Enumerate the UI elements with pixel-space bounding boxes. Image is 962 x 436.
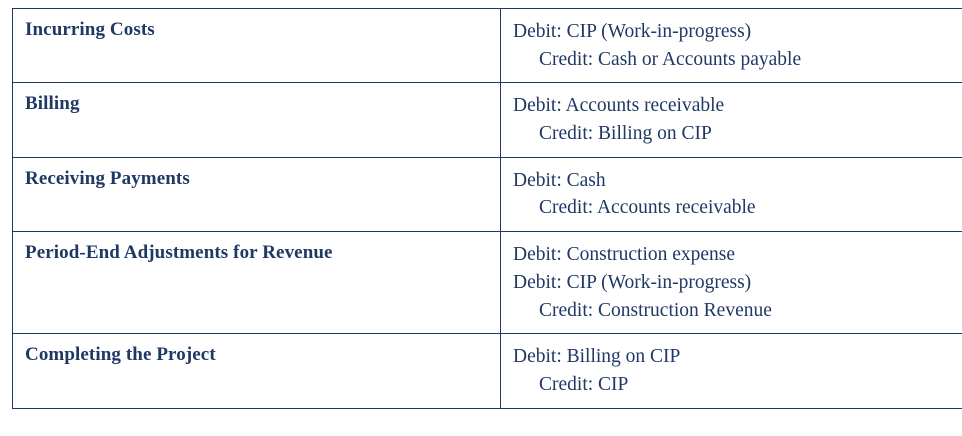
table-row (13, 83, 962, 157)
entry-line-debit: Debit: Cash (513, 169, 606, 191)
journal-entry-cell (501, 157, 962, 231)
table-row (13, 157, 962, 231)
entry-line-debit: Debit: Billing on CIP (513, 346, 681, 368)
entry-line-debit: Debit: CIP (Work-in-progress) (513, 21, 752, 42)
journal-entry-cell (501, 83, 962, 157)
table-row (13, 334, 962, 408)
entry-line-debit: Debit: Accounts receivable (513, 95, 725, 117)
event-cell: Completing the Project (13, 334, 501, 408)
journal-entries-table (12, 8, 962, 409)
entry-line-debit: Debit: Construction expense (513, 244, 736, 266)
entry-line-credit: Credit: Cash or Accounts payable (539, 48, 802, 70)
event-cell: Incurring Costs (13, 9, 501, 83)
entry-line-credit: Credit: Construction Revenue (539, 299, 772, 321)
table-row (13, 232, 962, 334)
journal-entry-cell (501, 232, 962, 334)
entry-line-credit: Credit: CIP (539, 373, 629, 395)
journal-entry-cell (501, 9, 962, 83)
entry-line-debit: Debit: CIP (Work-in-progress) (513, 271, 752, 293)
event-cell: Receiving Payments (13, 157, 501, 231)
event-cell: Period-End Adjustments for Revenue (13, 232, 501, 334)
event-cell: Billing (13, 83, 501, 157)
journal-entry-cell (501, 334, 962, 408)
table-row (13, 9, 962, 83)
table-body (13, 9, 962, 409)
entry-line-credit: Credit: Accounts receivable (539, 197, 756, 219)
entry-line-credit: Credit: Billing on CIP (539, 123, 712, 145)
